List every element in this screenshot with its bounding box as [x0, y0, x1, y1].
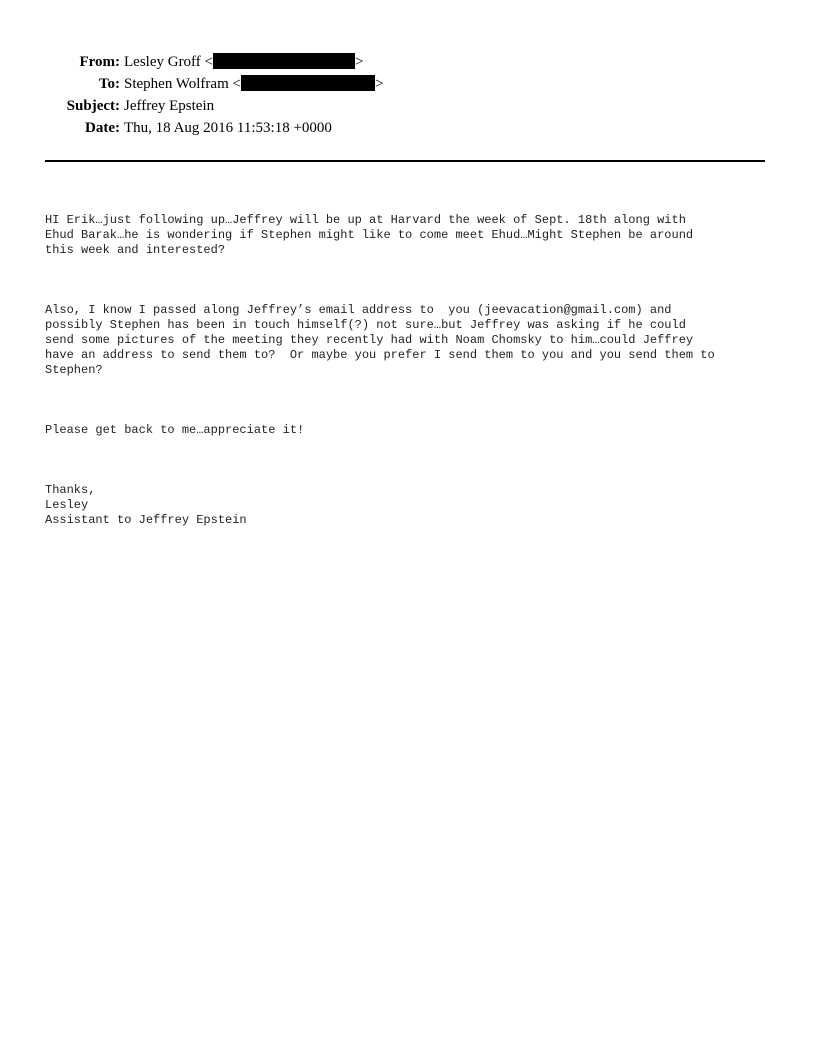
date-row [0, 117, 816, 139]
to-close: > [374, 76, 384, 92]
email-body [45, 183, 785, 558]
redaction-bar [241, 75, 375, 91]
header-divider [45, 160, 765, 162]
date-label: Date: [85, 120, 120, 136]
to-row [0, 73, 816, 95]
to-name: Stephen Wolfram < [124, 76, 241, 92]
body-paragraph: HI Erik…just following up…Jeffrey will be up at Harvard the week of Sept. 18th along with Ehud Barak…he is wondering if Stephen might like to come meet Ehud…Might Stephen be around this week and interested? [45, 213, 694, 257]
from-value [124, 51, 363, 73]
subject-value: Jeffrey Epstein [124, 98, 215, 114]
email-header [0, 51, 816, 139]
from-label: From: [79, 54, 120, 70]
body-paragraph: Please get back to me…appreciate it! [45, 423, 305, 437]
to-label: To: [98, 76, 120, 92]
signature-block: Thanks, Lesley Assistant to Jeffrey Epstein [45, 483, 247, 527]
from-name: Lesley Groff < [124, 54, 213, 70]
to-value [124, 73, 383, 95]
body-paragraph: Also, I know I passed along Jeffrey’s email address to you (jeevacation@gmail.com) and possibly Stephen has been in touch himself(?) not sure…but Jeffrey was asking if he could send some pictures of the meeting they recently had with Noam Chomsky to him…could Jeffrey have an address to send them to? Or maybe you prefer I send them to you and you send them to Stephen? [45, 303, 715, 377]
date-value: Thu, 18 Aug 2016 11:53:18 +0000 [124, 120, 332, 136]
subject-row [0, 95, 816, 117]
redaction-bar [213, 53, 355, 69]
subject-label: Subject: [66, 98, 120, 114]
from-close: > [355, 54, 364, 70]
from-row [0, 51, 816, 73]
